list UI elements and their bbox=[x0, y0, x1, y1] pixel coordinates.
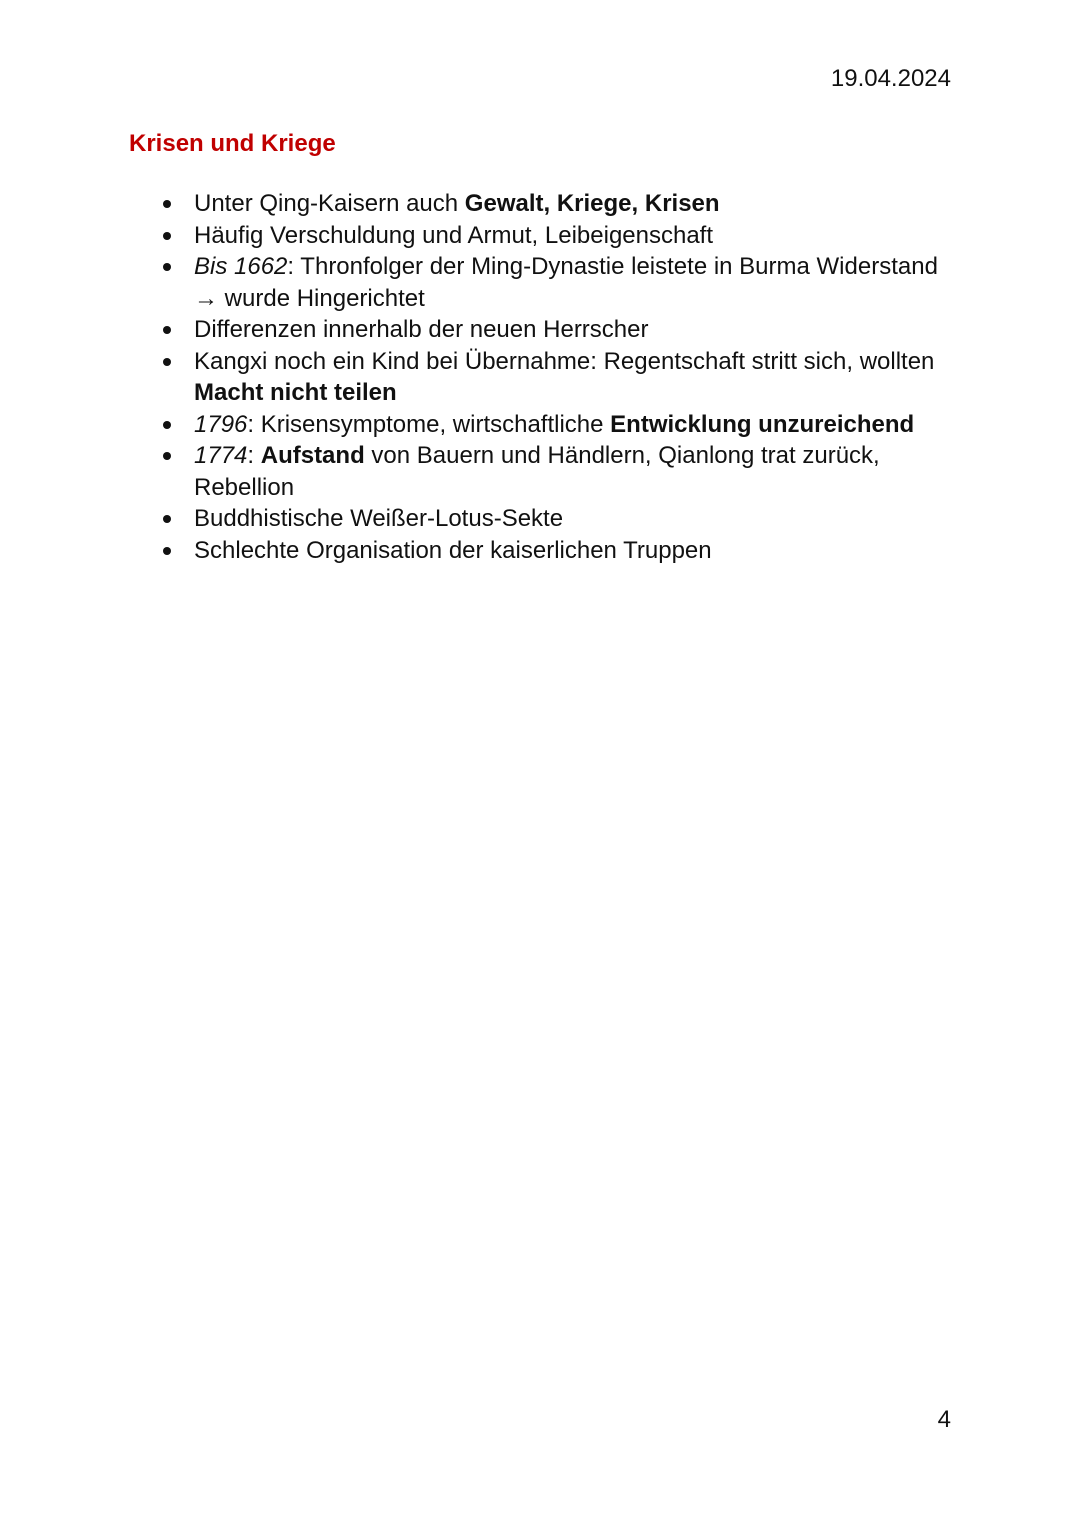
bullet-date: 1796 bbox=[194, 410, 248, 438]
bullet-text: : Krisensymptome, wirtschaftliche bbox=[247, 410, 611, 438]
bullet-text: : Thronfolger der Ming-Dynastie leistete in Burma Widerstand bbox=[287, 253, 938, 280]
section-title: Krisen und Kriege bbox=[129, 130, 336, 157]
bullet-text: Unter Qing-Kaisern auch bbox=[194, 190, 465, 217]
list-item bbox=[194, 314, 944, 346]
list-item bbox=[194, 440, 944, 503]
bullet-text: Häufig Verschuldung und Armut, Leibeigenschaft bbox=[194, 221, 714, 249]
bullet-date: 1774 bbox=[194, 442, 248, 469]
list-item bbox=[194, 220, 944, 252]
bullet-text: : bbox=[247, 442, 261, 469]
bullet-text: Differenzen innerhalb der neuen Herrscher bbox=[194, 316, 649, 343]
list-item bbox=[194, 535, 944, 567]
bullet-list bbox=[194, 188, 944, 566]
bullet-text: Schlechte Organisation der kaiserlichen Truppen bbox=[194, 536, 712, 564]
bullet-text: Buddhistische Weißer-Lotus-Sekte bbox=[194, 505, 564, 532]
list-item bbox=[194, 409, 944, 441]
list-item bbox=[194, 346, 944, 409]
bullet-bold-text: Aufstand bbox=[260, 442, 365, 469]
arrow-icon: → bbox=[194, 284, 218, 312]
list-item bbox=[194, 188, 944, 220]
bullet-text-after: wurde Hingerichtet bbox=[218, 284, 425, 312]
bullet-text: Kangxi noch ein Kind bei Übernahme: Regentschaft stritt sich, wollten bbox=[194, 347, 935, 375]
bullet-text-after: von Bauern und Händlern, Qianlong trat zurück, Rebellion bbox=[194, 442, 880, 501]
list-item bbox=[194, 251, 944, 314]
bullet-bold-text: Gewalt, Kriege, Krisen bbox=[464, 190, 720, 217]
page-number: 4 bbox=[937, 1406, 951, 1433]
bullet-bold-text: Entwicklung unzureichend bbox=[610, 410, 915, 438]
bullet-bold-text: Macht nicht teilen bbox=[194, 379, 397, 406]
bullet-date: Bis 1662 bbox=[194, 253, 288, 280]
page-date: 19.04.2024 bbox=[830, 65, 951, 92]
list-item bbox=[194, 503, 944, 535]
